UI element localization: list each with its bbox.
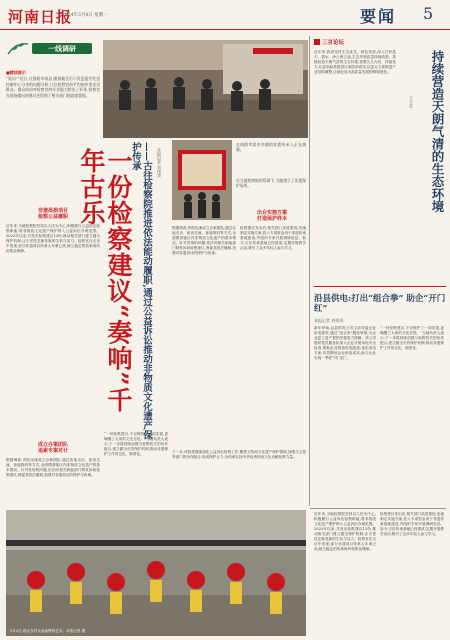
body-col4: “一份检察建议,不仅保护了一项非遗,更唤醒了大家的文化自觉。”当地负责人表示,下一步将持续加强与检察机关的协作配合,建立健全长效保护机制,推动非遗保护工作常态化、制度化。	[104, 432, 168, 456]
editorial-tag-row	[314, 38, 444, 48]
lead-text: “验问”“近日,在淮阳市南县,随着截至后六发送报告发送控制中心分享的问题分析,几位检察官向平均的乡里走访群众。群众纷纷对检察官的专业能力给出了好评,检察官在现场提出的建议还得到了相关部门的高度重视。	[6, 76, 100, 98]
story-text-a: 新年伊始,沿县供电公司主动对接企业用电需求,通过“组合拳”服务举措,为企业复工复产提供坚强电力保障。该公司组织党员服务队深入企业开展用电安全检查,帮助企业排查用电隐患,优化用电方案,有效降低企业用电成本,助力企业实现一季度“开门红”。	[314, 326, 376, 360]
main-headline: 一份检察建议“奏响”千年古乐	[77, 148, 133, 413]
body-col1b: 根据调查,该院迅速成立办案团队,通过实地走访、座谈交流、查阅资料等方式,全面摸清辖区内非物质文化遗产的基本情况。针对发现的问题,依法向相关职能部门制发诉前检察建议,督促其依法履职,加强对非遗项目的保护与传承。	[6, 458, 100, 477]
column-divider	[309, 36, 310, 506]
column-banner-label: 一线调研	[48, 44, 76, 53]
body-col3: 检察建议发出后,相关部门高度重视,迅速制定实施方案,投入专项资金用于非遗传承基地建设,并组织专家开展调研论证。如今,古乐传承基地已经建成,定期开展教学活动,吸引了众多年轻人参与学习。	[240, 226, 306, 250]
drum-performance-image	[6, 510, 306, 636]
bottom-text-a: 近年来,当地检察院坚持以人民为中心,积极履行公益诉讼检察职能,将非物质文化遗产保护纳入公益诉讼办案范围。2023年以来,共发出检察建议12份,推动相关部门建立健全保护机制,让古老技艺焕发新的生机与活力。检察官在走访中发现,部分非遗项目传承人年事已高,缺乏稳定的传承场所和资金保障。	[314, 512, 376, 551]
heritage-site-image	[172, 140, 232, 220]
editorial-text: 近年来,我省坚持生态优先、绿色发展,深入打好蓝天、碧水、净土保卫战,生态环境质量持续改善。持续营造天朗气清的生态环境,需要久久为功、持续发力,以更高标准推进污染防治攻坚,以更大力度推进产业结构调整,让绿色成为高质量发展的鲜明底色。	[314, 50, 396, 74]
bottom-rule	[310, 508, 446, 509]
photo-top	[103, 40, 308, 138]
square-bullet-icon	[314, 39, 320, 45]
story-text-b: “一份检察建议,不仅保护了一项非遗,更唤醒了大家的文化自觉。”当地负责人表示,下一步将持续加强与检察机关的协作配合,建立健全长效保护机制,推动非遗保护工作常态化、制度化。	[380, 326, 444, 350]
musicians-photo-image	[103, 40, 308, 138]
photo-bottom	[6, 510, 306, 636]
story-headline: 沿县供电:打出“组合拳” 助企“开门红”	[314, 294, 446, 314]
body-col2: 根据调查,该院迅速成立办案团队,通过实地走访、座谈交流、查阅资料等方式,全面摸清辖区内非物质文化遗产的基本情况。针对发现的问题,依法向相关职能部门制发诉前检察建议,督促其依法履职,加强对非遗项目的保护与传承。	[172, 226, 236, 255]
photo-middle	[172, 140, 232, 220]
newspaper-logo: 河南日报	[8, 8, 73, 26]
column-banner	[6, 40, 100, 56]
editorial-tag: 三言论坛	[322, 40, 345, 46]
caption-mid: 在当地检察院的帮助下,当地建立了非遗保护场所。	[236, 178, 306, 188]
story-rule	[314, 286, 446, 287]
section-title: 要闻	[360, 7, 397, 26]
bottom-text-b: 检察建议发出后,相关部门高度重视,迅速制定实施方案,投入专项资金用于非遗传承基地建设,并组织专家开展调研论证。如今,古乐传承基地已经建成,定期开展教学活动,吸引了众多年轻人参与学习。	[380, 512, 444, 536]
main-deck: ——古往检察院推进依法能动履职,通过公益诉讼推动非物质文化遗产保护传承	[130, 142, 152, 440]
subhead-a: 非遗高损项目 检察公益履职	[37, 208, 68, 220]
story-byline: 本报记者 刘伟涛	[314, 318, 344, 323]
subhead-b: 成立办案团队 追索专案对计	[37, 442, 68, 454]
page-masthead	[0, 0, 450, 30]
editorial-headline: 持续营造天朗气清的生态环境	[430, 50, 445, 213]
body-col1: 近年来,当地检察院坚持以人民为中心,积极履行公益诉讼检察职能,将非物质文化遗产保护纳入公益诉讼办案范围。2023年以来,共发出检察建议12份,推动相关部门建立健全保护机制,让古老技艺焕发新的生机与活力。检察官在走访中发现,部分非遗项目传承人年事已高,缺乏稳定的传承场所和资金保障。	[6, 224, 100, 253]
body-col5: 下一步,该院将继续深化公益诉讼检察工作,聚焦文物和文化遗产保护领域,加强与文旅等部门的协作配合,形成保护合力,为传承弘扬中华优秀传统文化贡献检察力量。	[172, 450, 306, 459]
subhead-c: 出台实施方案 打造保护样本	[256, 210, 287, 222]
lead-tag: ■精读提示	[6, 70, 26, 75]
byline: 本报记者 刘伟涛	[157, 148, 162, 178]
page-number: 5	[423, 4, 434, 23]
editorial-byline: 王小苏	[409, 96, 414, 108]
issue-date: 2024年3月4日 星期一	[62, 13, 108, 18]
leaf-icon	[6, 40, 30, 56]
caption-top: 在南阳市某乡乡镇的非遗传承人正在演奏。	[236, 142, 306, 152]
photo-bottom-caption: 3月2日,群众在村头表演锣鼓艺术。本报记者 摄	[10, 629, 86, 633]
